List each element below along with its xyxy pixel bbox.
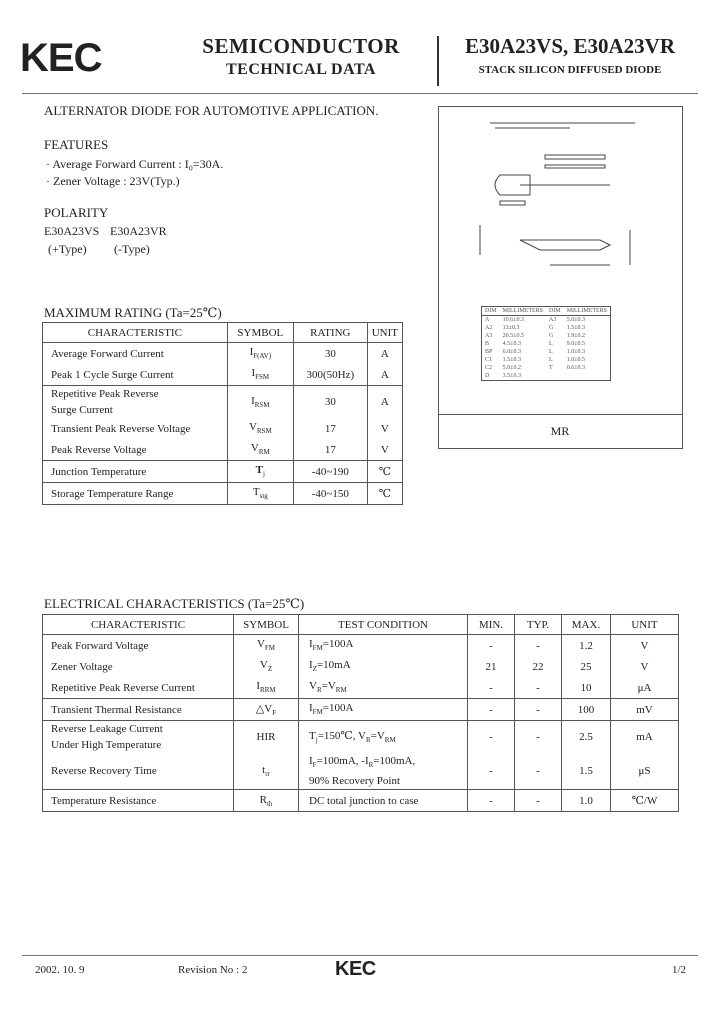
part-description: STACK SILICON DIFFUSED DIODE — [478, 64, 662, 76]
table-row: Peak Reverse Voltage $V_{RM}$ 17 V — [43, 439, 403, 461]
dim-header: DIM — [546, 307, 564, 316]
dim-header: MILLIMETERS — [500, 307, 546, 316]
dim-row: C1 1.5±0.3 L 1.0±0.5 — [485, 357, 585, 363]
col-header: TYP. — [515, 615, 562, 635]
dim-row: A 10.6±0.3 A3 5.0±0.3 — [485, 317, 585, 323]
kec-logo: KEC — [20, 36, 102, 80]
footer-rule — [22, 955, 698, 956]
polarity-title: POLARITY — [44, 205, 109, 220]
dimension-table — [481, 306, 611, 381]
package-divider — [438, 414, 682, 415]
dim-row: A2 13±0.3 G 1.5±0.3 — [485, 325, 585, 331]
dim-header: MILLIMETERS — [564, 307, 611, 316]
electrical-title: ELECTRICAL CHARACTERISTICS (Ta=25℃) — [44, 596, 305, 611]
table-row: Transient Thermal Resistance $\triangle V_F$ $I_{FM}=100A$ - - 100 mV — [43, 699, 679, 721]
table-row: Junction Temperature $T_j$ -40~190 ℃ — [43, 461, 403, 483]
header-subtitle: TECHNICAL DATA — [226, 61, 376, 78]
table-row: Repetitive Peak Reverse Current $I_{RRM}$ $V_R=V_{RM}$ - - 10 μA — [43, 677, 679, 699]
polarity-type-minus: (-Type) — [114, 242, 150, 256]
package-drawing — [460, 115, 660, 295]
col-header: CHARACTERISTIC — [43, 615, 234, 635]
table-row: Zener Voltage $V_Z$ $I_Z=10mA$ 21 22 25 V — [43, 656, 679, 677]
max-rating-title: MAXIMUM RATING (Ta=25℃) — [44, 305, 222, 320]
table-row: Average Forward Current $I_{F(AV)}$ 30 A — [43, 343, 403, 365]
header-separator — [437, 36, 439, 86]
col-header: UNIT — [367, 323, 402, 343]
table-row: Transient Peak Reverse Voltage $V_{RSM}$ 17 V — [43, 418, 403, 439]
table-row: Peak 1 Cycle Surge Current $I_{FSM}$ 300(50Hz) A — [43, 364, 403, 386]
features-title: FEATURES — [44, 137, 109, 152]
dim-row: D 3.5±0.3 — [485, 373, 521, 379]
col-header: SYMBOL — [234, 615, 299, 635]
polarity-type-plus: (+Type) — [48, 242, 87, 256]
dim-row: C2 5.0±0.2 T 0.6±0.3 — [485, 365, 585, 371]
col-header: CHARACTERISTIC — [43, 323, 228, 343]
col-header: TEST CONDITION — [299, 615, 468, 635]
footer-revision: Revision No : 2 — [178, 964, 248, 976]
col-header: RATING — [293, 323, 367, 343]
header-title: SEMICONDUCTOR — [202, 34, 400, 58]
dim-row: BP 6.0±0.3 L 1.0±0.3 — [485, 349, 585, 355]
table-row: Repetitive Peak Reverse Surge Current $I_{RSM}$ 30 A — [43, 386, 403, 419]
table-row: Reverse Leakage Current Under High Temperature HIR $T_j=150℃$, $V_R=V_{RM}$ - - 2.5 mA — [43, 721, 679, 754]
polarity-part-r: E30A23VR — [110, 224, 167, 238]
table-row: Peak Forward Voltage $V_{FM}$ $I_{FM}=100A$ - - 1.2 V — [43, 635, 679, 657]
feature-item: · Average Forward Current : I₀=30A. — [46, 157, 224, 171]
footer-date: 2002. 10. 9 — [35, 964, 85, 976]
dim-header: DIM — [482, 307, 500, 316]
footer-page: 1/2 — [672, 964, 687, 976]
dim-row: B 4.5±0.3 L 9.0±0.5 — [485, 341, 585, 347]
col-header: UNIT — [611, 615, 679, 635]
polarity-part-s: E30A23VS — [44, 224, 100, 238]
feature-item: · Zener Voltage : 23V(Typ.) — [46, 174, 180, 188]
part-number: E30A23VS, E30A23VR — [464, 34, 676, 58]
col-header: MAX. — [562, 615, 611, 635]
table-row: Storage Temperature Range $T_{stg}$ -40~150 ℃ — [43, 483, 403, 505]
package-label: MR — [550, 424, 570, 438]
application-text: ALTERNATOR DIODE FOR AUTOMOTIVE APPLICATION. — [44, 103, 379, 118]
col-header: SYMBOL — [227, 323, 293, 343]
footer-kec-logo: KEC — [335, 958, 376, 980]
col-header: MIN. — [468, 615, 515, 635]
dim-row: A3 20.5±0.5 G 1.9±0.2 — [485, 333, 585, 339]
max-rating-table — [42, 322, 403, 505]
electrical-table — [42, 614, 679, 812]
table-row: Reverse Recovery Time $t_{rr}$ $I_F=100mA$, $-I_R=100mA$, 90% Recovery Point - - 1.5 μS — [43, 753, 679, 790]
header-rule — [22, 93, 698, 94]
table-row: Temperature Resistance $R_{th}$ DC total junction to case - - 1.0 ℃/W — [43, 790, 679, 812]
